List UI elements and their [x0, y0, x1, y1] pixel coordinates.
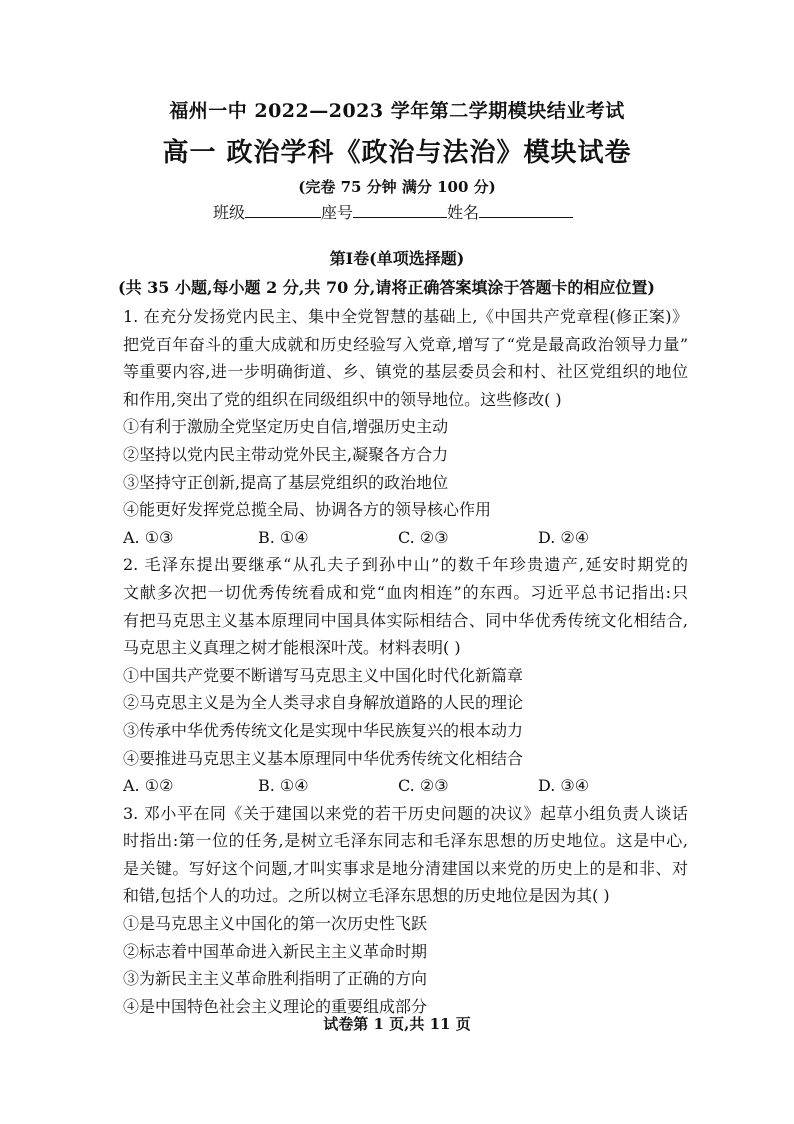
name-blank — [479, 203, 573, 218]
statement: ②马克思主义是为全人类寻求自身解放道路的人民的理论 — [123, 693, 524, 713]
question-stem-line: 把党百年奋斗的重大成就和历史经验写入党章,增写了“党是最高政治领导力量” — [123, 334, 688, 354]
statement: ①是马克思主义中国化的第一次历史性飞跃 — [123, 914, 428, 934]
option-b: B. ①④ — [258, 776, 309, 796]
statement: ①有利于激励全党坚定历史自信,增强历史主动 — [123, 417, 449, 437]
statement: ③为新民主主义革命胜利指明了正确的方向 — [123, 969, 428, 989]
option-d: D. ②④ — [538, 527, 590, 547]
section-title: 第Ⅰ卷(单项选择题) — [329, 249, 465, 268]
statement: ③传承中华优秀传统文化是实现中华民族复兴的根本动力 — [123, 720, 524, 740]
question-stem-line: 时指出:第一位的任务,是树立毛泽东同志和毛泽东思想的历史地位。这是中心, — [123, 831, 688, 851]
exam-info: (完卷 75 分钟 满分 100 分) — [298, 178, 496, 196]
answer-options — [123, 772, 688, 800]
question-stem-line: 和作用,突出了党的组织在同级组织中的领导地位。这些修改( ) — [123, 389, 562, 409]
question-stem-line: 文献多次把一切优秀传统看成和党“血肉相连”的东西。习近平总书记指出:只 — [123, 582, 688, 602]
statement: ④能更好发挥党总揽全局、协调各方的领导核心作用 — [123, 500, 492, 520]
section-instruction: (共 35 小题,每小题 2 分,共 70 分,请将正确答案填涂于答题卡的相应位置) — [118, 278, 655, 297]
page-footer: 试卷第 1 页,共 11 页 — [323, 1015, 471, 1033]
question-stem-line: 1. 在充分发扬党内民主、集中全党智慧的基础上,《中国共产党章程(修正案)》 — [123, 307, 688, 326]
school-title: 福州一中 2022—2023 学年第二学期模块结业考试 — [169, 100, 625, 122]
statement: ①中国共产党要不断谱写马克思主义中国化时代化新篇章 — [123, 665, 524, 685]
name-label: 姓名 — [447, 203, 480, 222]
class-label: 班级 — [213, 203, 246, 222]
option-c: C. ②③ — [398, 776, 449, 796]
question-stem-line: 马克思主义真理之树才能根深叶茂。材料表明( ) — [123, 638, 461, 658]
option-a: A. ①③ — [123, 527, 174, 547]
question-3 — [123, 800, 688, 1021]
question-stem-line: 2. 毛泽东提出要继承“从孔夫子到孙中山”的数千年珍贵遗产,延安时期党的 — [123, 555, 688, 575]
question-2 — [123, 551, 688, 799]
statement: ④是中国特色社会主义理论的重要组成部分 — [123, 996, 428, 1016]
questions-area — [123, 303, 688, 1020]
paper-title: 高一 政治学科《政治与法治》模块试卷 — [162, 138, 632, 168]
question-stem-line: 有把马克思主义基本原理同中国具体实际相结合、同中华优秀传统文化相结合, — [123, 610, 688, 630]
answer-options — [123, 524, 688, 552]
option-b: B. ①④ — [258, 527, 309, 547]
option-d: D. ③④ — [538, 776, 590, 796]
question-stem-line: 等重要内容,进一步明确街道、乡、镇党的基层委员会和村、社区党组织的地位 — [123, 362, 688, 382]
statement: ③坚持守正创新,提高了基层党组织的政治地位 — [123, 472, 449, 492]
question-stem-line: 3. 邓小平在同《关于建国以来党的若干历史问题的决议》起草小组负责人谈话 — [123, 803, 688, 823]
statement: ②坚持以党内民主带动党外民主,凝聚各方合力 — [123, 444, 449, 464]
class-blank — [245, 203, 321, 218]
statement: ④要推进马克思主义基本原理同中华优秀传统文化相结合 — [123, 748, 524, 768]
question-1 — [123, 303, 688, 551]
question-stem-line: 和错,包括个人的功过。之所以树立毛泽东思想的历史地位是因为其( ) — [123, 886, 610, 906]
question-stem-line: 是关键。写好这个问题,才叫实事求是地分清建国以来党的历史上的是和非、对 — [123, 858, 688, 878]
seat-blank — [353, 203, 447, 218]
seat-label: 座号 — [321, 203, 354, 222]
statement: ②标志着中国革命进入新民主主义革命时期 — [123, 941, 428, 961]
option-c: C. ②③ — [398, 527, 449, 547]
option-a: A. ①② — [123, 776, 174, 796]
student-info-fields — [213, 200, 573, 223]
